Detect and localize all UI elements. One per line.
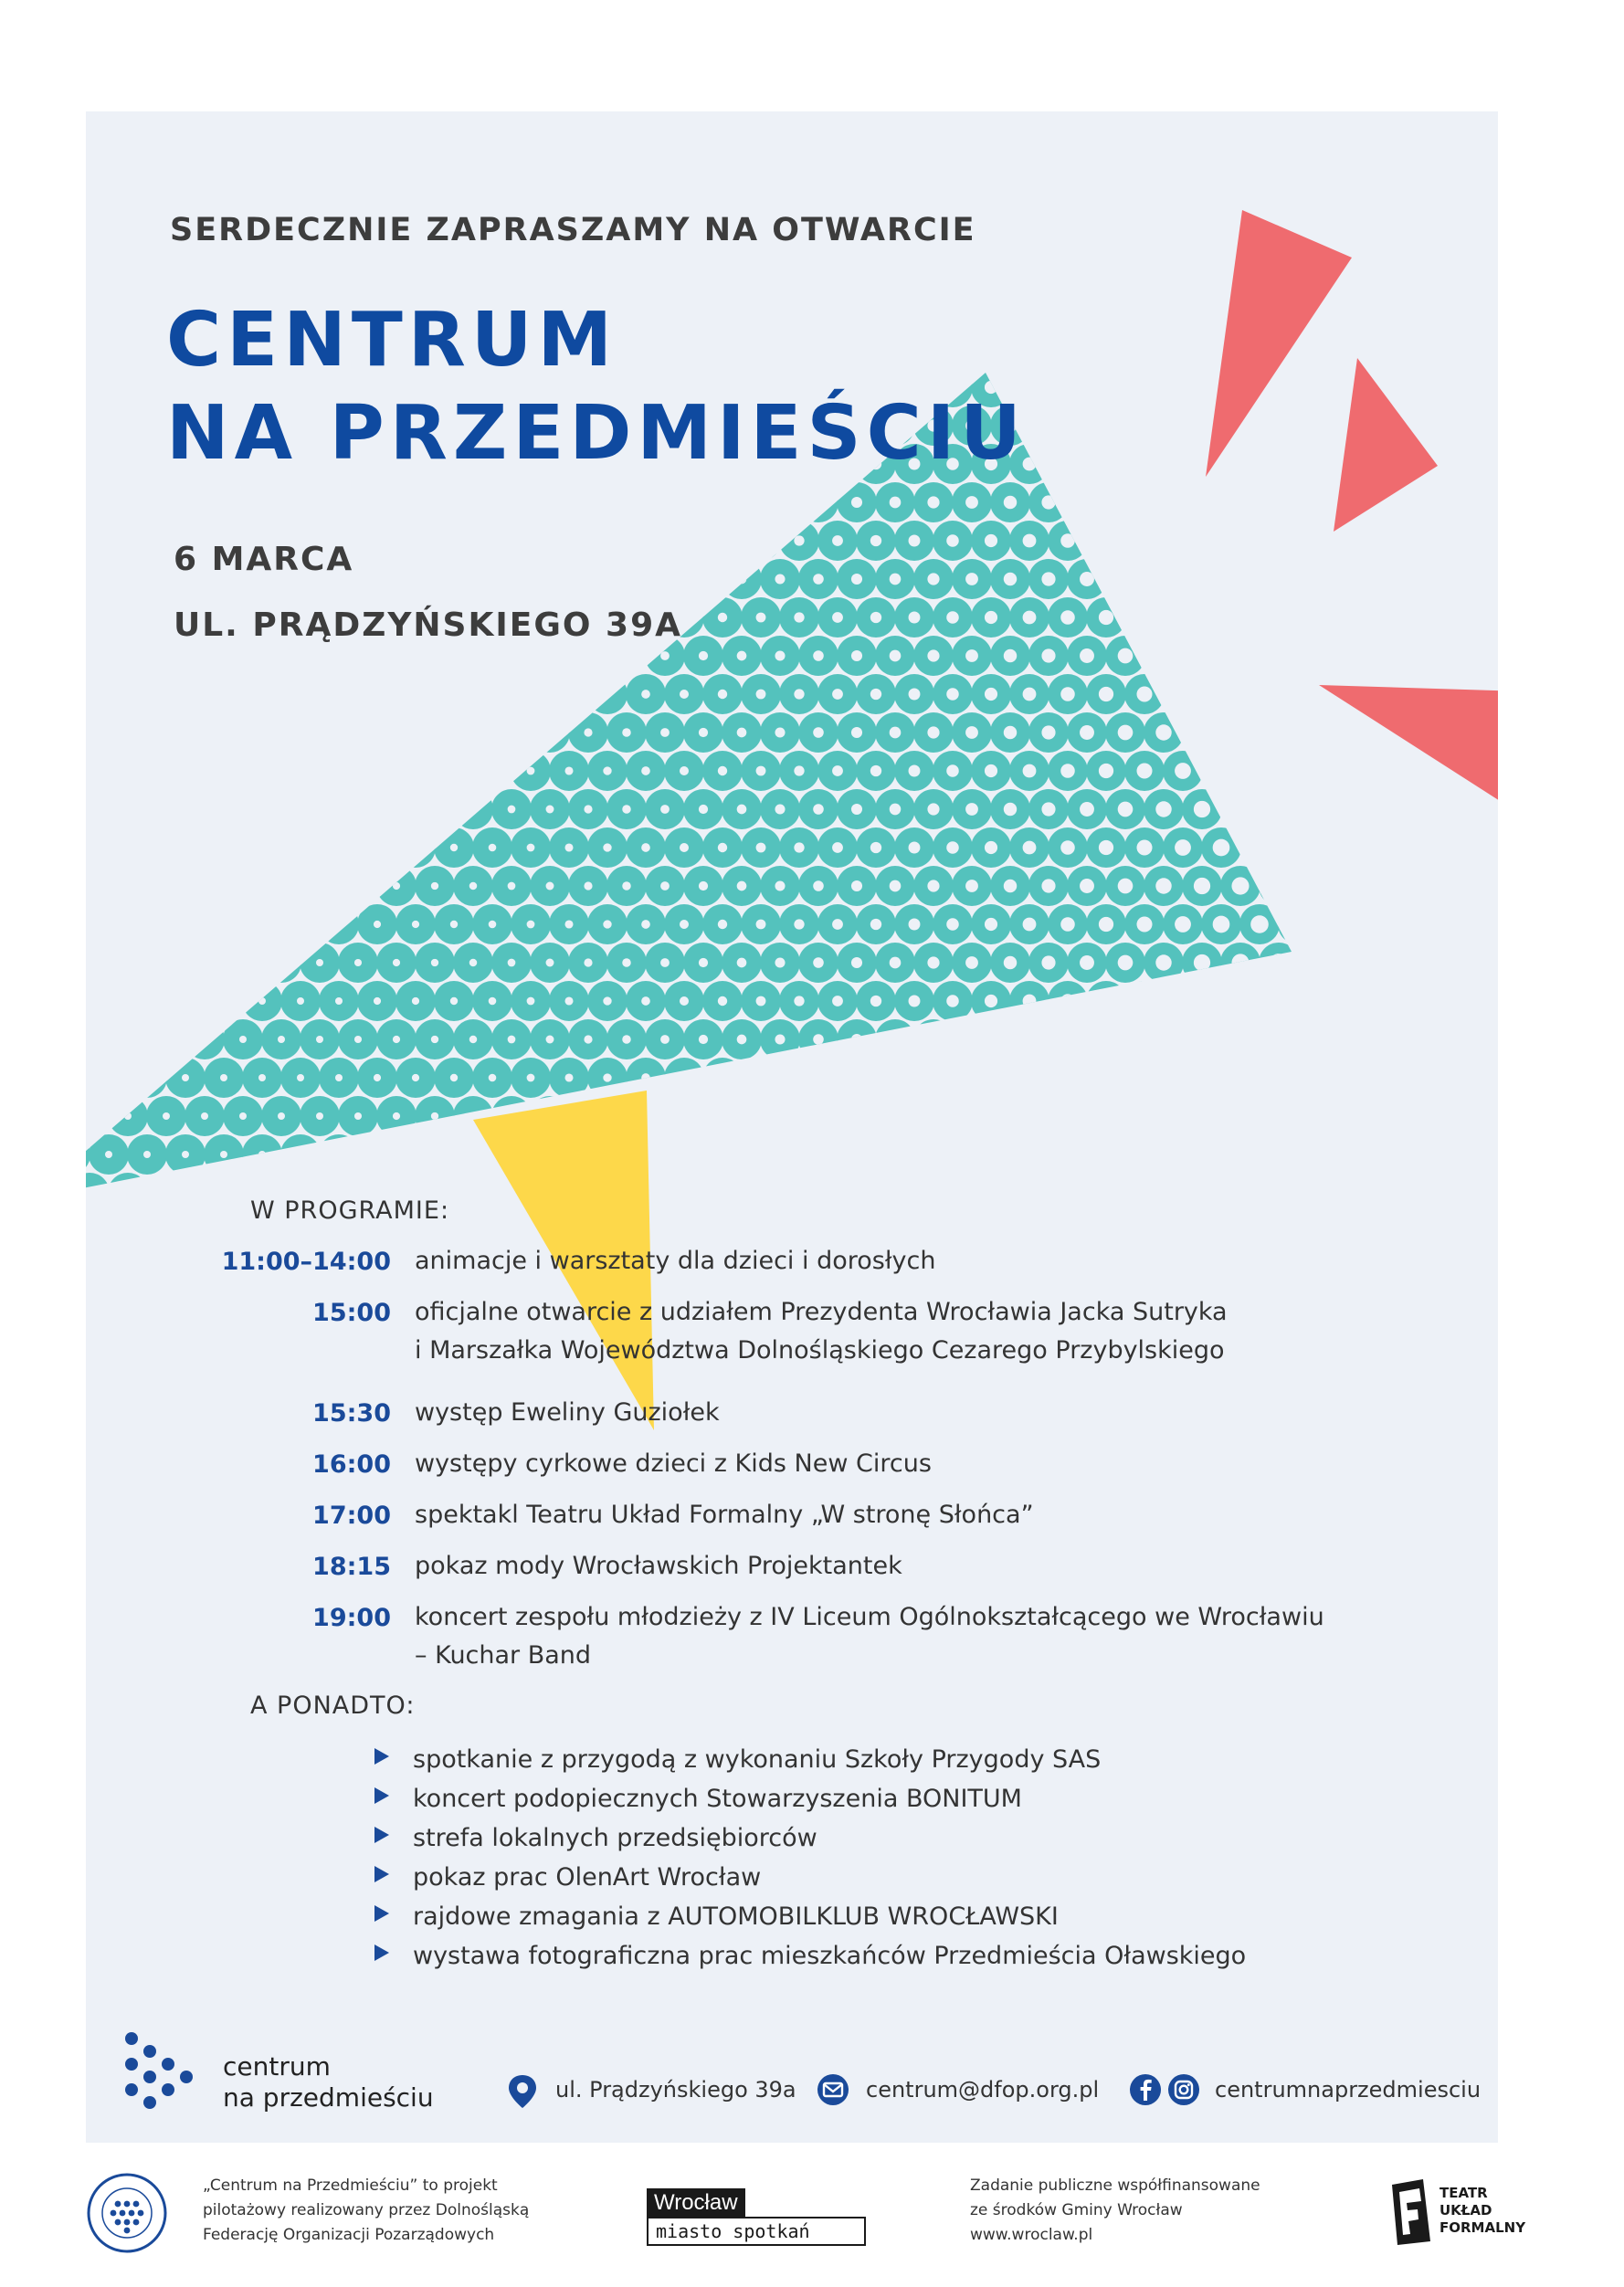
extras-item — [374, 1898, 1471, 1936]
contact-email[interactable]: centrum@dfop.org.pl — [866, 2077, 1100, 2103]
mail-icon — [817, 2073, 849, 2106]
poster — [86, 111, 1498, 2143]
extras-item — [374, 1780, 1471, 1818]
contact-address: ul. Prądzyńskiego 39a — [555, 2077, 796, 2103]
teatr-logo-icon — [1387, 2177, 1434, 2247]
triangle-bullet-icon — [374, 1827, 389, 1843]
program-description — [415, 1445, 1447, 1483]
program-description-line: występy cyrkowe dzieci z Kids New Circus — [415, 1449, 932, 1478]
page-title — [166, 294, 1027, 480]
event-date: 6 MARCA — [174, 541, 354, 578]
dots-logo-icon — [122, 2029, 195, 2110]
brand-line-1: centrum — [223, 2051, 331, 2081]
program-description-line: i Marszałka Województwa Dolnośląskiego Cezarego Przybylskiego — [415, 1336, 1225, 1365]
extras-item-text: rajdowe zmagania z AUTOMOBILKLUB WROCŁAWSKI — [413, 1902, 1059, 1931]
program-description — [415, 1598, 1447, 1675]
invitation-kicker: SERDECZNIE ZAPRASZAMY NA OTWARCIE — [170, 212, 976, 248]
extras-item-text: koncert podopiecznych Stowarzyszenia BONITUM — [413, 1785, 1022, 1813]
wroclaw-tagline: miasto spotkań — [647, 2217, 866, 2246]
program-description-line: koncert zespołu młodzieży z IV Liceum Ogólnokształcącego we Wrocławiu — [415, 1603, 1324, 1631]
brand-line-2: na przedmieściu — [223, 2082, 434, 2113]
program-description-line: występ Eweliny Guziołek — [415, 1398, 720, 1427]
title-line-1: CENTRUM — [166, 297, 618, 384]
program-description — [415, 1547, 1447, 1586]
triangle-bullet-icon — [374, 1866, 389, 1882]
extras-item-text: strefa lokalnych przedsiębiorców — [413, 1824, 817, 1852]
program-description — [415, 1496, 1447, 1534]
extras-item — [374, 1819, 1471, 1858]
extras-item — [374, 1741, 1471, 1779]
triangle-bullet-icon — [374, 1905, 389, 1922]
program-description — [415, 1394, 1447, 1432]
extras-item-text: spotkanie z przygodą z wykonaniu Szkoły Przygody SAS — [413, 1745, 1102, 1774]
program-description-line: pokaz mody Wrocławskich Projektantek — [415, 1552, 902, 1580]
wroclaw-logo — [647, 2188, 866, 2246]
brand-name — [223, 2051, 434, 2113]
teatr-text: TEATR UKŁAD FORMALNY — [1439, 2185, 1526, 2236]
program-time: 15:30 — [312, 1399, 391, 1428]
program-description-line: animacje i warsztaty dla dzieci i dorosłych — [415, 1247, 936, 1275]
program-description-line: oficjalne otwarcie z udziałem Prezydenta Wrocławia Jacka Sutryka — [415, 1298, 1228, 1326]
funding-text: Zadanie publiczne współfinansowane ze środków Gminy Wrocław www.wroclaw.pl — [970, 2176, 1260, 2244]
title-line-2: NA PRZEDMIEŚCIU — [166, 390, 1027, 477]
extras-item — [374, 1937, 1471, 1976]
map-pin-icon — [506, 2073, 539, 2110]
program-time: 17:00 — [312, 1502, 391, 1530]
program-time: 19:00 — [312, 1604, 391, 1632]
facebook-icon[interactable] — [1129, 2073, 1162, 2106]
triangle-bullet-icon — [374, 1787, 389, 1804]
program-description-line: – Kuchar Band — [415, 1641, 592, 1670]
program-time: 18:15 — [312, 1553, 391, 1581]
program-description — [415, 1242, 1447, 1281]
program-description — [415, 1293, 1447, 1370]
extras-item-text: wystawa fotograficzna prac mieszkańców Przedmieścia Oławskiego — [413, 1942, 1247, 1970]
dfop-logo — [86, 2172, 168, 2254]
contact-social[interactable]: centrumnaprzedmiesciu — [1215, 2077, 1482, 2103]
coral-triangle-2 — [1334, 358, 1438, 532]
extras-label: A PONADTO: — [250, 1692, 416, 1720]
coral-triangle-3 — [1319, 685, 1498, 806]
wroclaw-wordmark: Wrocław — [647, 2188, 745, 2217]
triangle-bullet-icon — [374, 1944, 389, 1961]
program-description-line: spektakl Teatru Układ Formalny „W stronę Słońca” — [415, 1501, 1034, 1529]
program-time: 16:00 — [312, 1450, 391, 1479]
instagram-icon[interactable] — [1167, 2073, 1200, 2106]
event-address: UL. PRĄDZYŃSKIEGO 39A — [174, 606, 682, 644]
extras-item — [374, 1859, 1471, 1897]
program-time: 11:00–14:00 — [221, 1248, 391, 1276]
extras-item-text: pokaz prac OlenArt Wrocław — [413, 1863, 762, 1892]
dfop-text: „Centrum na Przedmieściu” to projekt pilotażowy realizowany przez Dolnośląską Federację Organizacji Pozarządowych — [203, 2176, 530, 2244]
program-time: 15:00 — [312, 1299, 391, 1327]
program-label: W PROGRAMIE: — [250, 1196, 450, 1225]
triangle-bullet-icon — [374, 1748, 389, 1765]
coral-triangle-1 — [1206, 210, 1352, 477]
